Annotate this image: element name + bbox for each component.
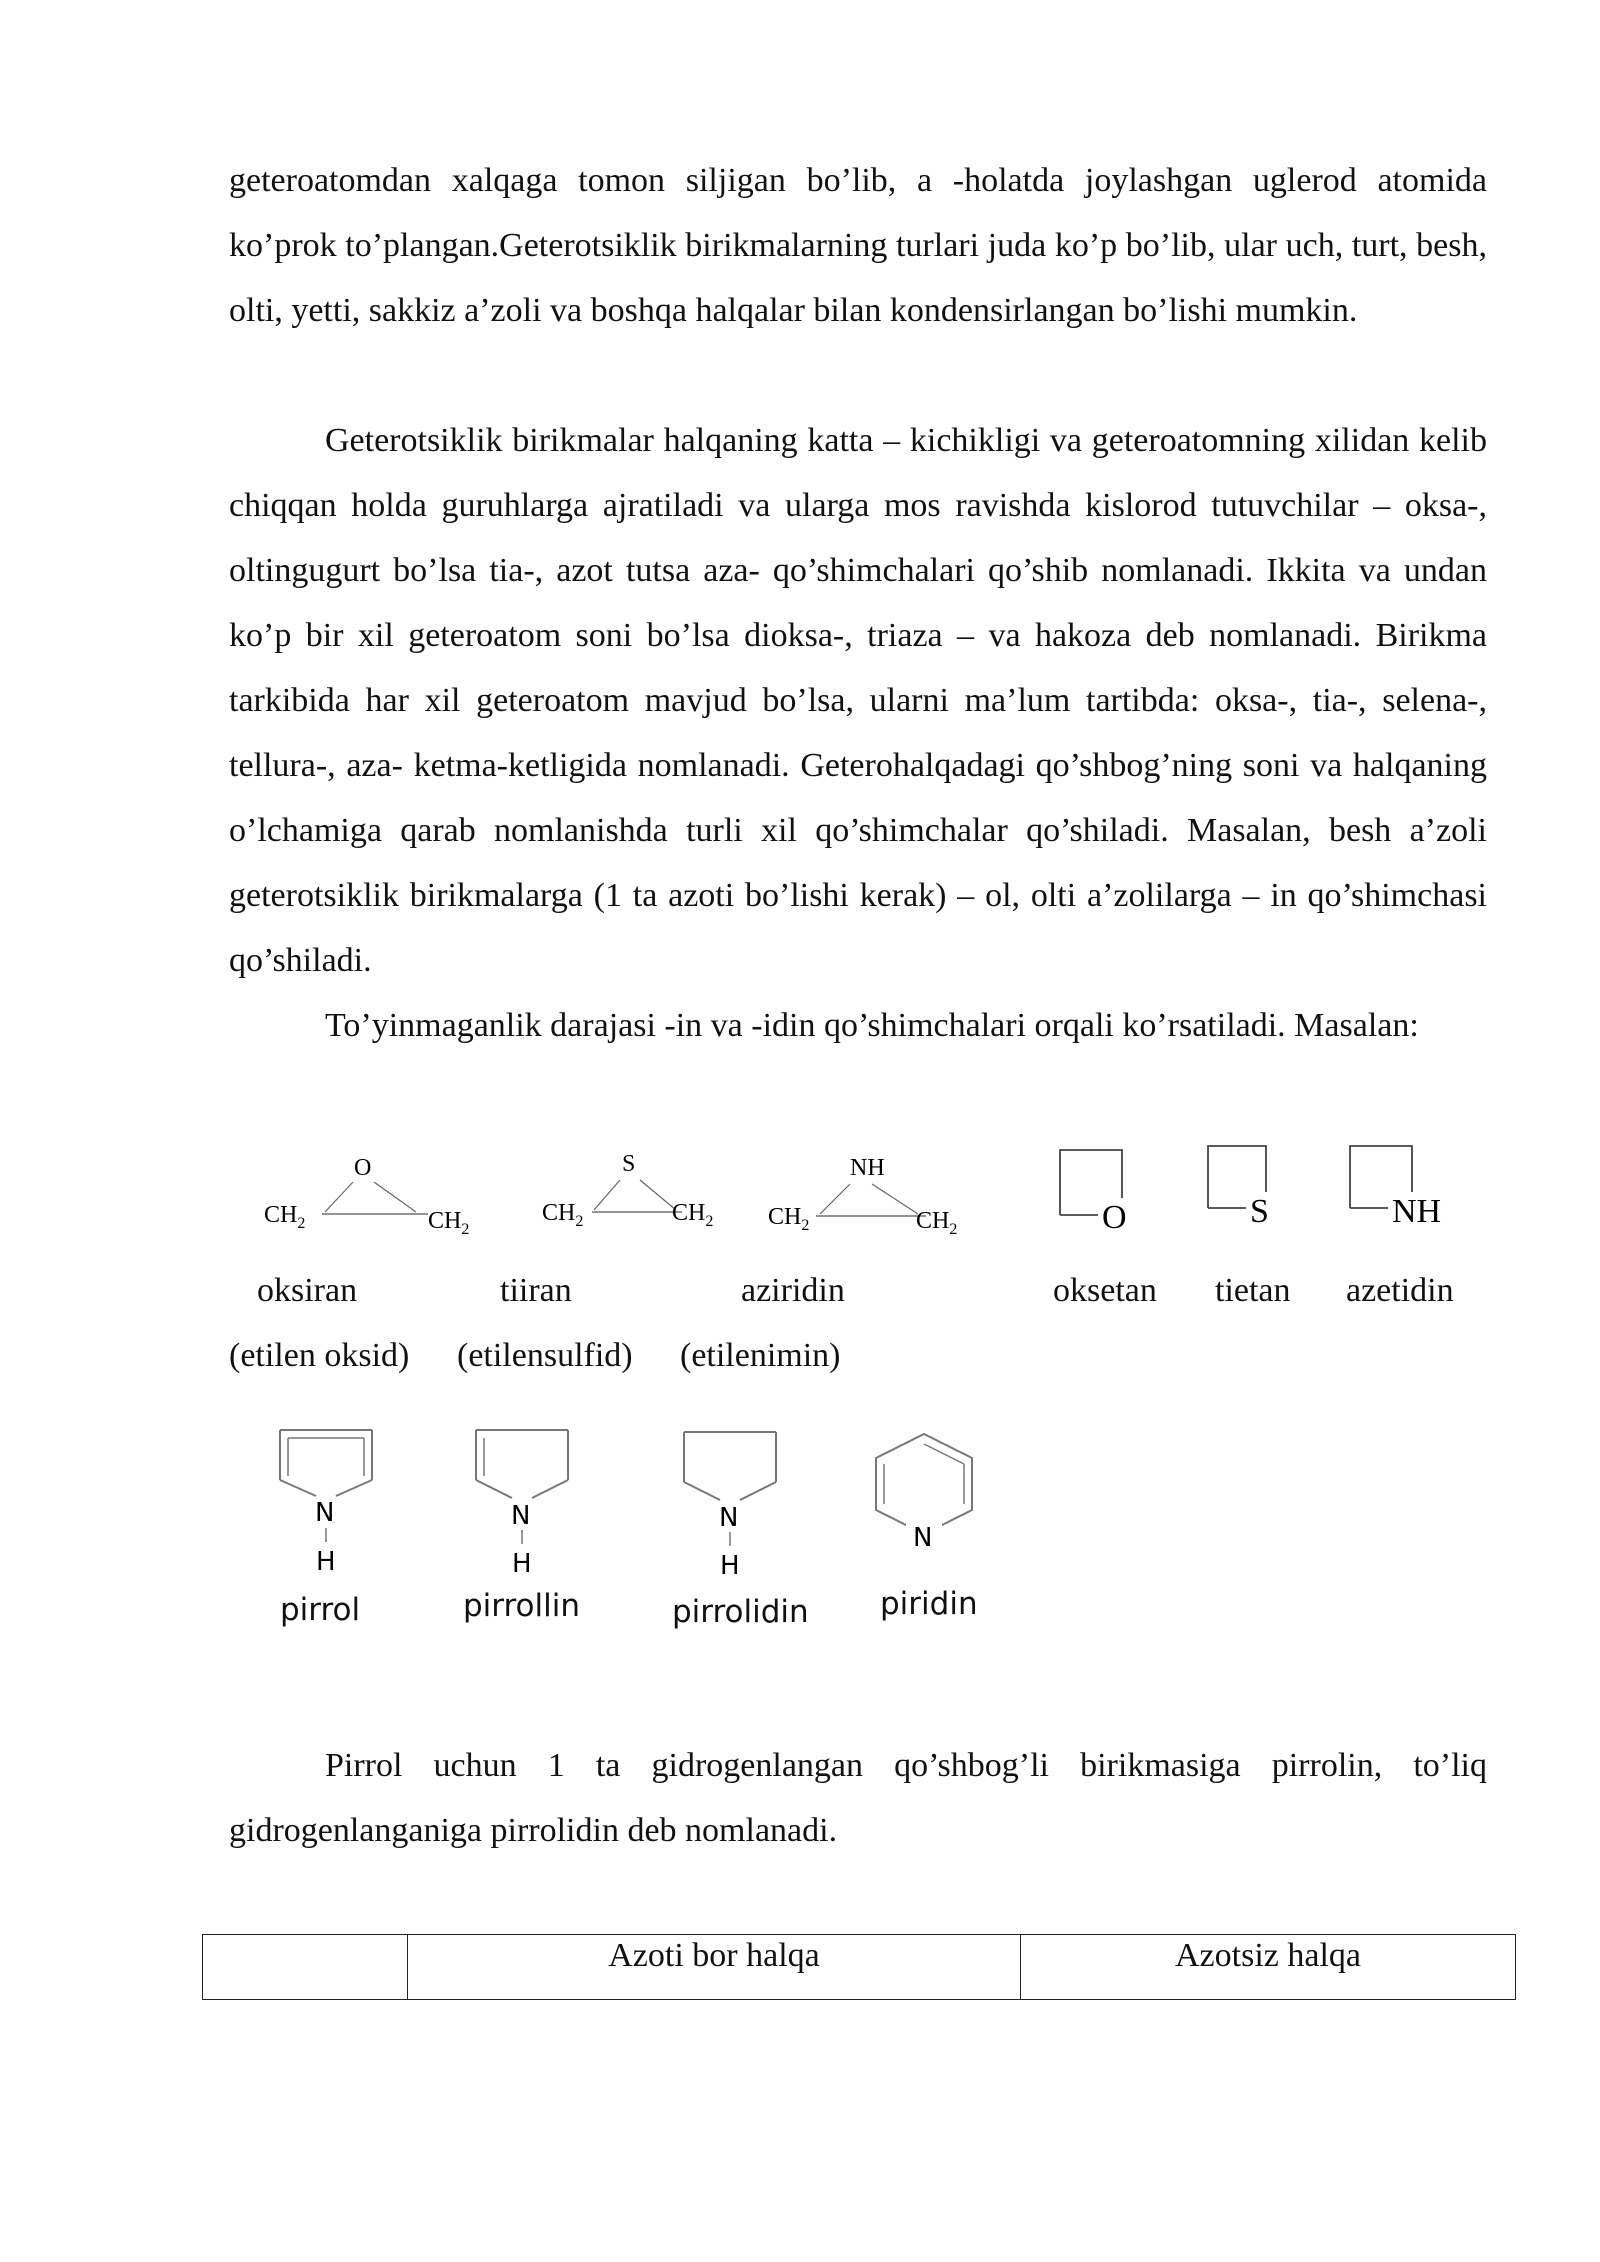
thiirane-heteroatom: S <box>622 1151 636 1177</box>
thietane-name: tietan <box>1215 1272 1291 1309</box>
svg-text:CH2 <box>768 1204 809 1234</box>
oxirane-structure <box>264 1155 469 1238</box>
oxirane-left-group: CH <box>264 1202 298 1228</box>
nitrogen-ring-structures <box>260 1420 1000 1590</box>
thiirane-right-group: CH <box>672 1200 706 1226</box>
svg-text:CH2 <box>264 1202 305 1232</box>
oxirane-name: oksiran <box>257 1272 358 1309</box>
pyrroline-name: pirrollin <box>463 1588 581 1624</box>
pyridine-structure <box>876 1434 972 1553</box>
paragraph-3: To’yinmaganlik darajasi -in va -idin qo’shimchalari orqali ko’rsatiladi. Masalan: <box>325 1007 1419 1044</box>
azetidine-heteroatom: NH <box>1392 1193 1442 1230</box>
pyrroline-nitrogen: N <box>511 1501 531 1531</box>
pyrrolidine-nitrogen: N <box>719 1503 739 1533</box>
oxetane-name: oksetan <box>1053 1272 1157 1309</box>
pyrrole-name: pirrol <box>280 1592 361 1628</box>
paragraph-1: geteroatomdan xalqaga tomon siljigan bo’lib, a -holatda joylashgan uglerod atomida ko’prok to’plangan.Geterotsiklik birikmalarning turlari juda ko’p bo’lib, ular uch, turt, besh, olti, yetti, sakkiz a’zoli va boshqa halqalar bilan kondensirlangan bo’lishi mumkin. <box>229 162 1487 329</box>
aziridine-left-group: CH <box>768 1204 802 1230</box>
azetidine-structure <box>1350 1146 1441 1230</box>
oxirane-right-sub: 2 <box>461 1221 470 1238</box>
oxirane-right-group: CH <box>428 1208 462 1234</box>
oxirane-alt-name: (etilen oksid) <box>229 1337 410 1374</box>
svg-text:CH2 <box>542 1200 583 1230</box>
paragraph-4: Pirrol uchun 1 ta gidrogenlangan qo’shbog’li birikmasiga pirrolin, to’liq gidrogenlanganiga pirrolidin deb nomlanadi. <box>229 1747 1487 1849</box>
table-header-nitrogen: Azoti bor halqa <box>408 1935 1021 2000</box>
table-header-row <box>203 1935 1516 2000</box>
pyridine-nitrogen: N <box>913 1523 933 1553</box>
aziridine-name: aziridin <box>741 1272 845 1309</box>
thiirane-alt-name: (etilensulfid) <box>457 1337 633 1374</box>
pyrrolidine-name: pirrolidin <box>672 1594 809 1630</box>
oxetane-heteroatom: O <box>1102 1199 1127 1236</box>
aziridine-left-sub: 2 <box>801 1217 810 1234</box>
pyrrole-structure <box>280 1430 372 1577</box>
svg-text:CH2 <box>672 1200 713 1230</box>
table-header-empty <box>203 1935 408 2000</box>
aziridine-right-group: CH <box>916 1208 950 1234</box>
thiirane-structure <box>542 1151 713 1230</box>
four-membered-rings <box>1040 1130 1480 1240</box>
thiirane-left-group: CH <box>542 1200 576 1226</box>
table-header-non-nitrogen: Azotsiz halqa <box>1021 1935 1516 2000</box>
aziridine-structure <box>768 1155 957 1238</box>
oxetane-structure <box>1060 1150 1127 1236</box>
svg-text:CH2 <box>428 1208 469 1238</box>
ring-classification-table <box>202 1934 1516 2000</box>
three-membered-rings <box>250 1140 1010 1240</box>
pyridine-name: piridin <box>880 1586 978 1622</box>
svg-text:CH2 <box>916 1208 957 1238</box>
thiirane-right-sub: 2 <box>705 1213 714 1230</box>
oxirane-heteroatom: O <box>354 1155 372 1181</box>
thietane-structure <box>1208 1146 1269 1230</box>
aziridine-heteroatom: NH <box>850 1155 885 1181</box>
thiirane-left-sub: 2 <box>575 1213 584 1230</box>
pyrrolidine-structure <box>684 1432 776 1581</box>
azetidine-name: azetidin <box>1346 1272 1454 1309</box>
paragraph-2: Geterotsiklik birikmalar halqaning katta – kichikligi va geteroatomning xilidan kelib chiqqan holda guruhlarga ajratiladi va ularga mos ravishda kislorod tutuvchilar – oksa-, oltingugurt bo’lsa tia-, azot tutsa aza- qo’shimchalari qo’shib nomlanadi. Ikkita va undan ko’p bir xil geteroatom soni bo’lsa dioksa-, triaza – va hakoza deb nomlanadi. Birikma tarkibida har xil geteroatom mavjud bo’lsa, ularni ma’lum tartibda: oksa-, tia-, selena-, tellura-, aza- ketma-ketligida nomlanadi. Geterohalqadagi qo’shbog’ning soni va halqaning o’lchamiga qarab nomlanishda turli xil qo’shimchalar qo’shiladi. Masalan, besh a’zoli geterotsiklik birikmalarga (1 ta azoti bo’lishi kerak) – ol, olti a’zolilarga – in qo’shimchasi qo’shiladi. <box>229 422 1487 979</box>
pyrrole-hydrogen: H <box>316 1547 336 1577</box>
oxirane-left-sub: 2 <box>297 1215 306 1232</box>
pyrrolidine-hydrogen: H <box>720 1551 740 1581</box>
pyrrole-nitrogen: N <box>315 1498 335 1528</box>
thiirane-name: tiiran <box>500 1272 572 1309</box>
aziridine-right-sub: 2 <box>949 1221 958 1238</box>
pyrroline-structure <box>476 1430 568 1579</box>
aziridine-alt-name: (etilenimin) <box>680 1337 841 1374</box>
pyrroline-hydrogen: H <box>512 1549 532 1579</box>
thietane-heteroatom: S <box>1250 1193 1269 1230</box>
